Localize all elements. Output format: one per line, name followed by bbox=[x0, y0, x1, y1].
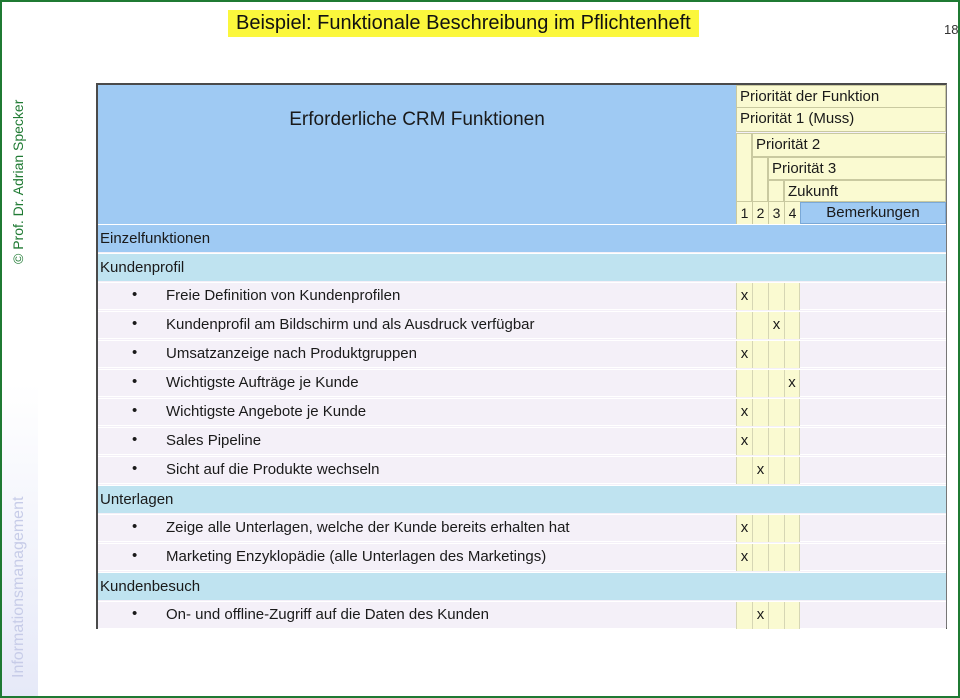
table-row bbox=[98, 543, 946, 571]
priority-2-mark: x bbox=[752, 602, 768, 629]
section-row bbox=[98, 485, 946, 513]
priority-2-mark bbox=[752, 283, 768, 310]
priority-2-mark bbox=[752, 515, 768, 542]
priority-3-mark bbox=[768, 370, 784, 397]
function-label: Marketing Enzyklopädie (alle Unterlagen des Marketings) bbox=[166, 548, 547, 565]
function-label: Freie Definition von Kundenprofilen bbox=[166, 287, 401, 304]
table-header-title: Erforderliche CRM Funktionen bbox=[289, 109, 545, 130]
priority-1-mark: x bbox=[736, 515, 752, 542]
section-label: Unterlagen bbox=[100, 491, 174, 508]
priority-number-1: 1 bbox=[736, 202, 752, 224]
bullet: • bbox=[132, 344, 138, 361]
priority-3-mark bbox=[768, 341, 784, 368]
priority-3-mark bbox=[768, 283, 784, 310]
future-header: Zukunft bbox=[784, 180, 946, 202]
table-row bbox=[98, 282, 946, 310]
priority-3-mark bbox=[768, 515, 784, 542]
bullet: • bbox=[132, 547, 138, 564]
priority-4-mark bbox=[784, 341, 800, 368]
function-label: On- und offline-Zugriff auf die Daten des Kunden bbox=[166, 606, 489, 623]
function-label: Wichtigste Aufträge je Kunde bbox=[166, 374, 359, 391]
priority-number-2: 2 bbox=[752, 202, 768, 224]
priority-1-mark: x bbox=[736, 544, 752, 571]
table-row bbox=[98, 369, 946, 397]
table-header bbox=[98, 85, 736, 224]
priority-4-mark bbox=[784, 399, 800, 426]
bullet: • bbox=[132, 518, 138, 535]
priority-2-mark bbox=[752, 544, 768, 571]
bullet: • bbox=[132, 373, 138, 390]
priority-3-header: Priorität 3 bbox=[768, 157, 946, 180]
section-row bbox=[98, 572, 946, 600]
priority-1-mark: x bbox=[736, 283, 752, 310]
priority-1-column-spacer bbox=[736, 133, 752, 202]
priority-header: Priorität der Funktion bbox=[736, 85, 946, 108]
priority-3-mark bbox=[768, 428, 784, 455]
priority-2-mark bbox=[752, 341, 768, 368]
function-label: Umsatzanzeige nach Produktgruppen bbox=[166, 345, 417, 362]
table-row bbox=[98, 311, 946, 339]
priority-2-mark bbox=[752, 370, 768, 397]
section-label: Einzelfunktionen bbox=[100, 230, 211, 247]
function-label: Zeige alle Unterlagen, welche der Kunde bereits erhalten hat bbox=[166, 519, 570, 536]
bullet: • bbox=[132, 315, 138, 332]
priority-1-header: Priorität 1 (Muss) bbox=[736, 108, 946, 132]
bullet: • bbox=[132, 431, 138, 448]
table-row bbox=[98, 427, 946, 455]
priority-4-mark bbox=[784, 312, 800, 339]
bullet: • bbox=[132, 605, 138, 622]
remarks-header: Bemerkungen bbox=[800, 202, 946, 224]
priority-1-mark: x bbox=[736, 341, 752, 368]
priority-2-column-spacer bbox=[752, 157, 768, 202]
priority-4-mark bbox=[784, 544, 800, 571]
priority-3-mark bbox=[768, 544, 784, 571]
priority-2-mark bbox=[752, 399, 768, 426]
priority-number-3: 3 bbox=[768, 202, 784, 224]
bullet: • bbox=[132, 402, 138, 419]
priority-2-mark bbox=[752, 428, 768, 455]
priority-4-mark bbox=[784, 428, 800, 455]
priority-number-4: 4 bbox=[784, 202, 800, 224]
priority-1-mark bbox=[736, 457, 752, 484]
priority-1-mark: x bbox=[736, 399, 752, 426]
function-label: Kundenprofil am Bildschirm und als Ausdruck verfügbar bbox=[166, 316, 535, 333]
priority-2-header: Priorität 2 bbox=[752, 133, 946, 157]
function-label: Wichtigste Angebote je Kunde bbox=[166, 403, 367, 420]
priority-3-mark: x bbox=[768, 312, 784, 339]
side-label: Informationsmanagement bbox=[10, 496, 27, 678]
priority-1-mark: x bbox=[736, 428, 752, 455]
table-row bbox=[98, 514, 946, 542]
bullet: • bbox=[132, 286, 138, 303]
priority-1-mark bbox=[736, 312, 752, 339]
priority-4-mark: x bbox=[784, 370, 800, 397]
bullet: • bbox=[132, 460, 138, 477]
priority-4-mark bbox=[784, 515, 800, 542]
slide-title: Beispiel: Funktionale Beschreibung im Pflichtenheft bbox=[228, 10, 699, 37]
table-row bbox=[98, 601, 946, 629]
section-row bbox=[98, 224, 946, 252]
priority-4-mark bbox=[784, 602, 800, 629]
function-table bbox=[96, 83, 947, 629]
copyright-label: © Prof. Dr. Adrian Specker bbox=[10, 99, 26, 264]
function-label: Sales Pipeline bbox=[166, 432, 262, 449]
priority-2-mark: x bbox=[752, 457, 768, 484]
page-number: 18 bbox=[944, 22, 959, 37]
priority-3-column-spacer bbox=[768, 180, 784, 202]
priority-1-mark bbox=[736, 370, 752, 397]
table-row bbox=[98, 340, 946, 368]
priority-1-mark bbox=[736, 602, 752, 629]
table-row bbox=[98, 456, 946, 484]
priority-3-mark bbox=[768, 399, 784, 426]
priority-3-mark bbox=[768, 602, 784, 629]
function-label: Sicht auf die Produkte wechseln bbox=[166, 461, 380, 478]
priority-3-mark bbox=[768, 457, 784, 484]
section-label: Kundenbesuch bbox=[100, 578, 201, 595]
table-row bbox=[98, 398, 946, 426]
priority-4-mark bbox=[784, 457, 800, 484]
priority-2-mark bbox=[752, 312, 768, 339]
priority-4-mark bbox=[784, 283, 800, 310]
section-row bbox=[98, 253, 946, 281]
section-label: Kundenprofil bbox=[100, 259, 185, 276]
